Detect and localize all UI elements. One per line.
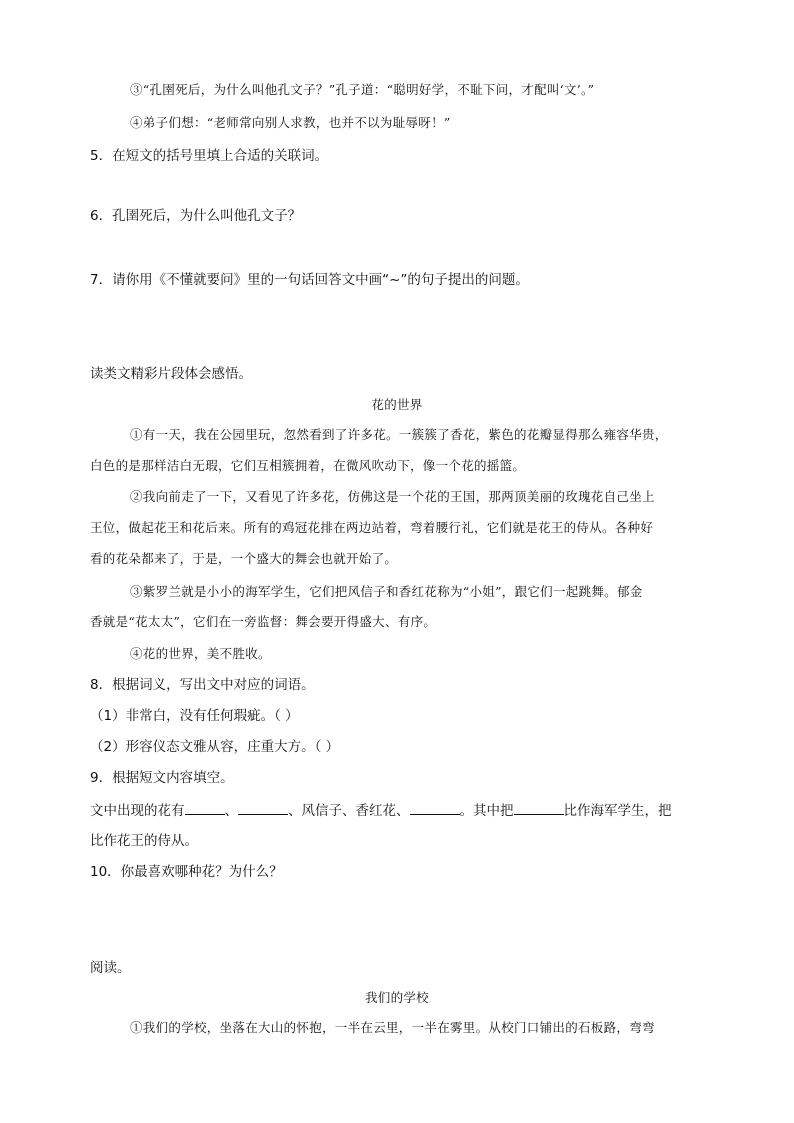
flower-para1-line2: 白色的是那样洁白无瑕，它们互相簇拥着，在微风吹动下，像一个花的摇篮。 [90, 458, 526, 473]
flower-para2-line3: 看的花朵都来了，于是，一个盛大的舞会也就开始了。 [90, 551, 398, 566]
question-9-fill-line2: 比作花王的侍从。 [90, 833, 198, 849]
question-5: 5．在短文的括号里填上合适的关联词。 [90, 148, 329, 164]
q9-sep-2: 、风信子、香红花、 [288, 803, 410, 819]
question-8-1: （1）非常白，没有任何瑕疵。（ ） [90, 708, 299, 724]
answer-blank-2[interactable] [238, 800, 288, 815]
answer-blank-1[interactable] [185, 800, 225, 815]
question-8-2: （2）形容仪态文雅从容，庄重大方。（ ） [90, 739, 340, 755]
flower-para3-line1: ③紫罗兰就是小小的海军学生，它们把风信子和香红花称为“小姐”，跟它们一起跳舞。郁金 [130, 584, 643, 599]
question-9-fill-line1 [90, 800, 672, 821]
question-10: 10．你最喜欢哪种花？为什么？ [90, 864, 283, 880]
q9-text-b: 。其中把 [459, 803, 514, 819]
school-para1-line1: ①我们的学校，坐落在大山的怀抱，一半在云里，一半在雾里。从校门口铺出的石板路，弯弯 [130, 1020, 655, 1035]
passage1-para4: ④弟子们想：“老师常向别人求教，也并不以为耻辱呀！” [130, 115, 451, 130]
section3-intro: 阅读。 [90, 960, 131, 976]
flower-para1-line1: ①有一天，我在公园里玩，忽然看到了许多花。一簇簇了香花，紫色的花瓣显得那么雍容华贵， [130, 427, 668, 442]
flower-para2-line1: ②我向前走了一下，又看见了许多花，仿佛这是一个花的王国，那两顶美丽的玫瑰花自己坐上 [130, 489, 655, 504]
flower-para4: ④花的世界，美不胜收。 [130, 646, 271, 661]
section2-title: 花的世界 [371, 397, 423, 412]
question-9: 9．根据短文内容填空。 [90, 770, 234, 786]
question-8: 8．根据词义，写出文中对应的词语。 [90, 677, 315, 693]
question-6: 6．孔圉死后，为什么叫他孔文子？ [90, 208, 302, 224]
flower-para3-line2: 香就是“花太太”，它们在一旁监督：舞会要开得盛大、有序。 [90, 614, 437, 629]
passage1-para3: ③“孔圉死后，为什么叫他孔文子？”孔子道：“聪明好学，不耻下问，才配叫‘文’。” [130, 82, 595, 97]
section2-intro: 读类文精彩片段体会感悟。 [90, 366, 252, 382]
answer-blank-3[interactable] [410, 800, 460, 815]
q9-sep-1: 、 [224, 803, 238, 819]
section3-title: 我们的学校 [364, 990, 429, 1005]
q9-text-a: 文中出现的花有 [90, 803, 185, 819]
flower-para2-line2: 王位，做起花王和花后来。所有的鸡冠花排在两边站着，弯着腰行礼，它们就是花王的侍从。各种好 [90, 520, 654, 535]
question-7: 7．请你用《不懂就要问》里的一句话回答文中画“~”的句子提出的问题。 [90, 272, 529, 288]
q9-text-c: 比作海军学生，把 [563, 803, 672, 819]
answer-blank-4[interactable] [514, 800, 564, 815]
